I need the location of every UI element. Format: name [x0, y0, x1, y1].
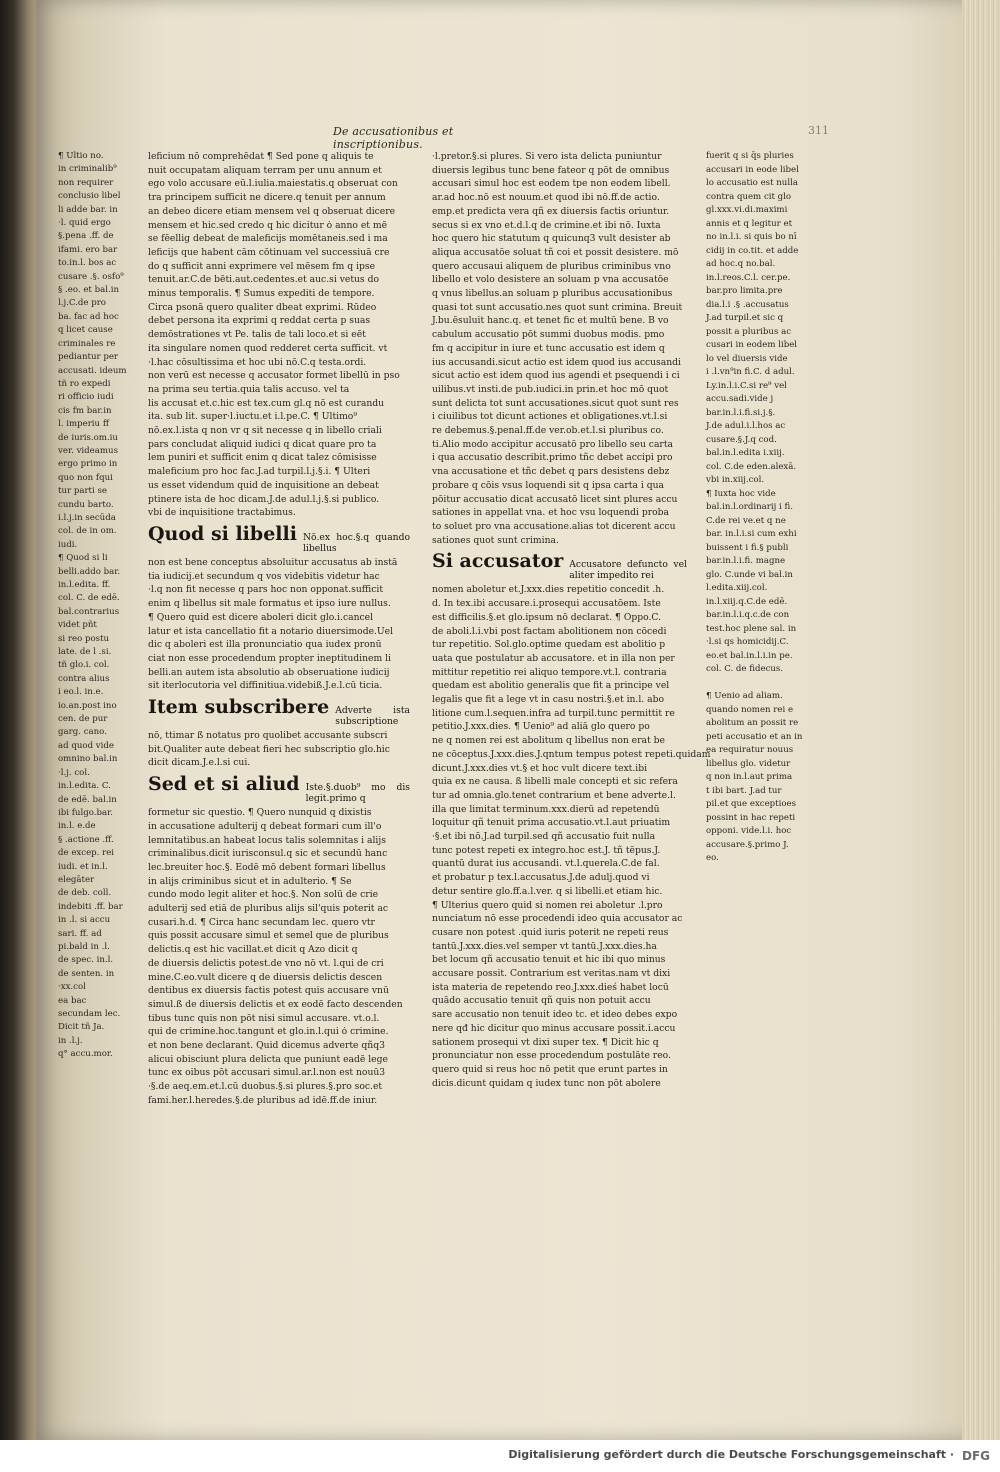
text-line: bar.in.l.i.fi.si.j.§. — [706, 407, 776, 418]
text-line: et non bene declarant. Quid dicemus adverte qñq3 — [148, 1040, 385, 1052]
text-line: in alijs criminibus sicut et in adulterio. ¶ Se — [148, 875, 352, 887]
text-line: sit iterlocutoria vel diffinitiua.videbiß.J.e.l.cū ticia. — [148, 680, 383, 692]
text-line: litione cum.l.sequen.infra ad turpil.tunc permittit re — [432, 707, 675, 719]
text-line: ne cōceptus.J.xxx.dies.J.qntum tempus potest repeti.quidam — [432, 748, 711, 760]
text-line: accusare possit. Contrarium est veritas.nam vt dixi — [432, 968, 671, 980]
text-line: ius accusandi.sicut actio est idem quod ius accusandi — [432, 356, 681, 368]
text-line: col. de in om. — [58, 526, 117, 537]
text-line: l.j.C.de pro — [58, 298, 106, 309]
text-line: bal.in.l.ordinarij i fi. — [706, 502, 793, 512]
text-line: pōitur accusatio dicat accusatō licet sint plures accu — [432, 493, 678, 505]
text-line: quādo accusatio tenuit qñ quis non potuit accu — [432, 995, 651, 1007]
text-line: minus temporalis. ¶ Sumus expediti de tempore. — [148, 288, 375, 300]
text-line: accusati. ideum — [58, 365, 127, 376]
text-line: accusari in eode libel — [706, 164, 799, 175]
text-line: de edē. bal.in — [58, 794, 117, 805]
text-line: J.ad turpil.et sic q — [706, 313, 784, 323]
text-line: J.bu.ēsuluit hanc.q. et tenet fic et multū bene. B vo — [432, 315, 669, 327]
text-line: d. In tex.ibi accusare.i.prosequi accusatōem. Iste — [432, 598, 661, 610]
text-line: quo non fqui — [58, 472, 113, 483]
text-line — [706, 677, 786, 691]
text-line: nuit occupatam aliquam terram per unu annum et — [148, 164, 382, 176]
text-line: omnino bal.in — [58, 754, 118, 765]
text-line: simul.ß de diuersis delictis et ex eodē facto descenden — [148, 998, 403, 1010]
running-head: De accusationibus et inscriptionibus. — [333, 125, 454, 151]
text-line: indebiti .ff. bar — [58, 901, 123, 912]
text-line: ita singulare nomen quod redderet certa sufficit. vt — [148, 342, 388, 354]
text-line: ·l.si qs homicidij.C. — [706, 637, 789, 647]
text-line: ¶ Ulterius quero quid si nomen rei aboletur .l.pro — [432, 899, 663, 911]
text-line: sationes in appellat vna. et hoc vsu loquendi proba — [432, 507, 670, 519]
text-line: dicit dicam.J.e.l.si cui. — [148, 757, 251, 769]
text-line: tibus tunc quis non pōt nisi simul accusare. vt.o.l. — [148, 1012, 380, 1024]
text-line: tra principem sufficit ne dicere.q tenuit per annum — [148, 192, 386, 204]
text-line: io.an.post ino — [58, 700, 117, 711]
rubric-continuation: Nō.ex hoc.§.q quando libellus — [302, 531, 410, 554]
rubric-continuation: Accusatore defuncto vel aliter impedito rei — [569, 559, 687, 582]
text-line: ·l.pretor.§.si plures. Si vero ista delicta puniuntur — [432, 151, 662, 162]
text-line: t ibi bart. J.ad tur — [706, 785, 782, 796]
text-line: tia iudicij.et secundum q vos videbitis videtur hac — [148, 570, 380, 582]
text-line: quia ex ne causa. ß libelli male concepti et sic refera — [432, 776, 678, 788]
text-block — [432, 150, 687, 547]
text-line: lec.breuiter hoc.§. Eodē mō debent formari libellus — [148, 861, 386, 873]
text-line: sicut actio est idem quod ius agendi et psequendi i ci — [432, 370, 680, 382]
text-line: mensem et hic.sed credo q hic dicitur ȯ anno et mē — [148, 219, 388, 231]
text-line: ne q nomen rei est abolitum q libellus non erat be — [432, 735, 665, 747]
text-line: nunciatum nō esse procedendi ideo quia accusator ac — [432, 913, 683, 925]
text-line: contra alius — [58, 673, 110, 684]
text-line: delictis.q est hic vacillat.et dicit q Azo dicit q — [148, 944, 358, 956]
text-line: iudi. et in.l. — [58, 861, 108, 872]
right-margin-gloss — [706, 150, 803, 980]
text-line: ti.Alio modo accipitur accusatō pro libello seu carta — [432, 438, 673, 450]
text-line: bar.in.l.i.fi. magne — [706, 556, 786, 566]
text-line: nō.ex.l.ista q non vr q sit necesse q in libello criali — [148, 425, 382, 437]
text-line: conclusio libel — [58, 191, 121, 202]
text-line: glo. C.unde vi bal.in — [706, 569, 793, 580]
text-line: alicui obisciunt plura delicta que puniunt eadē lege — [148, 1053, 388, 1065]
text-line: tunc potest repeti ex integro.hoc est.J. tñ tēpus.J. — [432, 844, 661, 856]
text-line: li adde bar. in — [58, 204, 118, 215]
text-line: late. de l .si. — [58, 647, 112, 658]
text-line: § .eo. et bal.in — [58, 285, 119, 296]
text-line: criminalibus.dicit iurisconsul.q sic et secundū hanc — [148, 848, 388, 860]
rubric-label: Quod si libelli — [148, 522, 297, 545]
text-line: ¶ Uenio ad aliam. — [706, 691, 783, 701]
text-line: adulterij sed etiā de pluribus alijs sil'quis poterit ac — [148, 903, 389, 915]
text-line: gl.xxx.vi.di.maximi — [706, 205, 788, 215]
text-line: uilibus.vt insti.de pub.iudici.in prin.et hoc mō quot — [432, 383, 669, 395]
text-line: lis accusat et.c.hic est tex.cum gl.q nō est curandu — [148, 397, 385, 409]
text-line: uata que postulatur ab accusatore. et in illa non per — [432, 652, 675, 664]
text-line: ·l. quid ergo — [58, 218, 111, 229]
text-line: cusare non potest .quid iuris poterit ne repeti reus — [432, 926, 669, 938]
text-line: col. C.de eden.alexā. — [706, 461, 797, 472]
text-line: ptinere ista de hoc dicam.J.de adul.l.j.§.si publico. — [148, 493, 380, 505]
text-line: test.hoc plene sal. in — [706, 623, 797, 634]
text-line: de excep. rei — [58, 848, 115, 859]
text-line: libellus glo. videtur — [706, 758, 791, 769]
text-line: ·l.hac cōsultissima et hoc ubi nō.C.q testa.ordi. — [148, 356, 367, 368]
rubric-label: Sed et si aliud — [148, 773, 300, 796]
text-line: de iuris.om.iu — [58, 432, 118, 443]
text-line: contra quem cit glo — [706, 191, 792, 202]
text-line: i eo.l. in.e. — [58, 687, 104, 698]
text-line: secus si ex vno et.d.l.q de crimine.et ibi nō. Iuxta — [432, 219, 661, 231]
text-line: quero accusaui aliquem de pluribus criminibus vno — [432, 260, 671, 272]
text-line: C.de rei ve.et q ne — [706, 515, 786, 526]
text-line: cen. de pur — [58, 714, 108, 725]
text-line: in.l.edita. ff. — [58, 580, 111, 590]
text-line: mine.C.eo.vult dicere q de diuersis delictis descen — [148, 971, 383, 983]
text-line: eo. — [706, 853, 719, 863]
dfg-logo-icon — [960, 1445, 992, 1465]
text-line: latur et ista cancellatio fit a notario diuersimode.Uel — [148, 625, 394, 637]
text-line: fami.her.l.heredes.§.de pluribus ad idē.ff.de iniur. — [148, 1094, 378, 1106]
text-line: in .l.j. — [58, 1035, 83, 1046]
text-line: J.de adul.i.l.hos ac — [706, 421, 786, 431]
book-spine — [0, 0, 40, 1440]
text-line: ego volo accusare eū.l.iulia.maiestatis.q obseruat con — [148, 178, 398, 190]
text-line: quasi tot sunt accusatio.nes quot sunt crimina. Breuit — [432, 301, 683, 313]
text-line: lo vel diuersis vide — [706, 353, 788, 364]
text-line: ·§.et ibi nō.J.ad turpil.sed qñ accusatio fuit nulla — [432, 831, 656, 843]
text-line: diuersis legibus tunc bene fateor q pōt de omnibus — [432, 164, 670, 176]
text-line: nomen aboletur et.J.xxx.dies repetitio concedit .h. — [432, 584, 665, 596]
text-line: hoc quero hic statutum q quicunq3 vult desister ab — [432, 233, 671, 245]
text-line: ¶ Iuxta hoc vide — [706, 488, 776, 499]
text-line: ifami. ero bar — [58, 244, 118, 255]
text-line: ciat non esse procedendum propter ineptitudinem li — [148, 652, 391, 664]
text-line: emp.et predicta vera qñ ex diuersis factis oriuntur. — [432, 205, 670, 217]
text-line: secundam lec. — [58, 1009, 121, 1019]
text-line: non est bene conceptus absoluitur accusatus ab instā — [148, 556, 398, 568]
text-line: cis fm bar.in — [58, 405, 112, 416]
text-line: vbi in.xiij.col. — [706, 475, 765, 485]
text-line: vna accusatione et tñc debet q pars desistens debz — [432, 466, 670, 478]
text-line: in.l.edita. C. — [58, 781, 111, 792]
text-line: do q sufficit anni exprimere vel mēsem fm q ipse — [148, 260, 376, 272]
text-line: illa que limitat terminum.xxx.dierū ad repetendū — [432, 803, 660, 815]
text-line: re debemus.§.penal.ff.de ver.ob.et.l.si pluribus co. — [432, 425, 664, 437]
text-line: ergo primo in — [58, 459, 118, 470]
page-fore-edge — [962, 0, 1000, 1440]
text-line: debet persona ita exprimi q reddat certa p suas — [148, 315, 371, 327]
text-line: petitio.J.xxx.dies. ¶ Uenio⁹ ad aliā glo quero po — [432, 721, 650, 733]
text-line: garg. cano. — [58, 727, 107, 738]
text-line: bar.in.l.i.q.c.de con — [706, 610, 790, 620]
text-line: q non in.l.aut prima — [706, 772, 793, 782]
text-line: fm q accipitur in iure et tunc accusatio est idem q — [432, 342, 665, 354]
text-line: maleficium pro hoc fac.J.ad turpil.l.j.§.i. ¶ Ulteri — [148, 466, 371, 478]
text-line: sare accusatio non tenuit ideo tc. et ideo debes expo — [432, 1009, 678, 1021]
text-line: ·l.q non fit necesse q pars hoc non opponat.sufficit — [148, 584, 384, 596]
rubric-label: Item subscribere — [148, 696, 330, 719]
text-line: de diuersis delictis potest.de vno nō vt. l.qui de cri — [148, 957, 384, 969]
text-line: i.l.j.in secūda — [58, 512, 116, 523]
rubric-heading — [148, 523, 410, 554]
text-line: belli.addo bar. — [58, 566, 121, 577]
text-block — [432, 583, 711, 1090]
text-line: sationem prosequi vt dixi super tex. ¶ Dicit hic q — [432, 1036, 659, 1048]
text-line: pars concludat aliquid iudici q dicat quare pro ta — [148, 438, 377, 450]
text-line: bar. in.l.i.si cum exhi — [706, 529, 797, 539]
text-line: ·l.j. col. — [58, 767, 90, 778]
text-line: iudi. — [58, 539, 78, 550]
text-line: no in.l.i. si quis bo nī — [706, 232, 797, 242]
folio-number: 311 — [808, 124, 829, 137]
text-line: in.l.reos.C.l. cer.pe. — [706, 272, 791, 283]
text-line: de senten. in — [58, 968, 115, 979]
text-line: cusari in eodem libel — [706, 340, 798, 350]
text-line: de aboli.l.i.vbi post factam abolitionem non cōcedi — [432, 625, 667, 637]
text-line: quero quid si reus hoc nō petit que erunt partes in — [432, 1064, 668, 1075]
text-line: bar.pro limita.pre — [706, 286, 783, 296]
text-line: demōstrationes vt Pe. talis de tali loco.et si eēt — [148, 329, 366, 341]
text-line: ·xx.col — [58, 982, 86, 993]
text-line: non verū est necesse q accusator formet libellū in pso — [148, 370, 400, 382]
rubric-heading — [432, 550, 687, 581]
text-line: ea bac — [58, 995, 87, 1006]
text-line: pi.bald in .l. — [58, 941, 110, 952]
rubric-continuation: Adverte ista subscriptione — [335, 705, 410, 728]
text-block — [148, 556, 410, 693]
main-column-left — [148, 150, 410, 1190]
text-line: elegāter — [58, 874, 95, 885]
text-line: an debeo dicere etiam mensem vel q obseruat dicere — [148, 205, 396, 217]
text-line: ea requiratur nouus — [706, 745, 794, 755]
text-line: ri officio iudi — [58, 392, 114, 403]
text-line: accu.sadi.vide j — [706, 394, 774, 404]
text-line: nere qđ hic dicitur quo minus accusare possit.i.accu — [432, 1022, 676, 1034]
text-line: de deb. coll. — [58, 888, 112, 899]
text-line: quedam est abolitio generalis que fit a principe vel — [432, 680, 670, 692]
text-line: ad quod vide — [58, 740, 114, 751]
text-line: libello et volo desistere an soluam p vna accusatōe — [432, 274, 669, 286]
text-line: tur parti se — [58, 486, 107, 497]
text-line: loquitur qñ tenuit prima accusatio.vt.l.aut priuatim — [432, 817, 671, 829]
text-line: col. C. de fidecus. — [706, 664, 784, 674]
text-line: quis possit accusare simul et semel que de pluribus — [148, 930, 389, 942]
text-line: dia.l.i .§ .accusatus — [706, 299, 789, 310]
text-line: mittitur repetitio rei aliquo tempore.vt.l. contraria — [432, 666, 667, 678]
text-line: nō, ttimar ß notatus pro quolibet accusante subscri — [148, 730, 388, 742]
text-line: tñ ro expedi — [58, 378, 111, 389]
text-line: leficium nō comprehēdat ¶ Sed pone q aliquis te — [148, 151, 374, 162]
text-line: tur repetitio. Sol.glo.optime quedam est abolitio p — [432, 639, 666, 651]
text-line: probare q cōis vsus loquendi sit q ipsa carta i qua — [432, 479, 665, 491]
text-line: possit a pluribus ac — [706, 326, 792, 337]
text-line: Dicit tñ Ja. — [58, 1022, 105, 1033]
text-block — [148, 150, 410, 520]
text-line: l.edita.xiij.col. — [706, 583, 768, 593]
text-line: § .actione .ff. — [58, 834, 114, 845]
text-line: bal.contrarius — [58, 606, 120, 617]
text-line: in.l.xiij.q.C.de edē. — [706, 596, 788, 607]
text-line: quantū durat ius accusandi. vt.l.querela.C.de fal. — [432, 858, 660, 870]
text-line: eo.et bal.in.l.i.in pe. — [706, 650, 793, 661]
text-line: lemnitatibus.an habeat locus talis solemnitas i alijs — [148, 834, 386, 846]
text-line: ¶ Quod si li — [58, 553, 108, 564]
text-line: cusare .§. osfo⁹ — [58, 271, 124, 282]
rubric-label: Si accusator — [432, 550, 564, 573]
text-line: annis et q legitur et — [706, 218, 793, 229]
text-line: ¶ Ultio no. — [58, 151, 104, 161]
text-line: tenuit.ar.C.de bēti.aut.cedentes.et auc.si vetus do — [148, 274, 379, 286]
text-line: Ly.in.l.i.C.si re⁹ vel — [706, 380, 787, 391]
text-line: cidij in co.tit. et adde — [706, 245, 799, 256]
text-line: Circa psonā quero qualiter dbeat exprimi. Rūdeo — [148, 301, 377, 313]
text-line: tunc ex oibus pōt accusari simul.ar.l.non est nouū3 — [148, 1067, 386, 1079]
text-line: enim q libellus sit male formatus et ipso iure nullus. — [148, 598, 391, 610]
text-line: tur ad omnia.glo.tenet contrarium et bene adverte.l. — [432, 789, 676, 801]
text-line: dentibus ex diuersis factis potest quis accusare vnū — [148, 985, 389, 997]
text-line: pediantur per — [58, 352, 119, 363]
text-line: fuerit q si q̄s pluries — [706, 151, 794, 161]
text-line: col. C. de edē. — [58, 593, 120, 604]
text-block — [148, 729, 410, 770]
text-line: bal.in.l.edita i.xiij. — [706, 448, 785, 458]
text-line: to.in.l. bos ac — [58, 258, 117, 269]
text-line: aliqua accusatōe soluat tñ coi et possit desistere. mō — [432, 246, 679, 258]
text-line: videt pñt — [58, 620, 97, 631]
text-line: quando nomen rei e — [706, 704, 794, 715]
text-line: dicis.dicunt quidam q iudex tunc non pōt abolere — [432, 1077, 661, 1089]
text-line: accusare.§.primo J. — [706, 839, 789, 850]
text-line: ar.ad hoc.nō est nouum.et quod ibi nō.ff.de actio. — [432, 192, 660, 204]
text-line: abolitum an possit re — [706, 718, 799, 728]
text-line: §.pena .ff. de — [58, 231, 114, 242]
text-line: ver. videamus — [58, 445, 118, 456]
text-line: in.l. e.de — [58, 821, 96, 832]
text-line: ad hoc.q no.bal. — [706, 259, 776, 269]
text-line: peti accusatio et an in — [706, 731, 803, 742]
text-line: lem puniri et sufficit enim q dicat talez cōmisisse — [148, 452, 377, 464]
main-column-right — [432, 150, 711, 1190]
text-line: ibi fulgo.bar. — [58, 807, 113, 818]
text-line: l. imperiu ff — [58, 419, 109, 430]
text-line: ·§.de aeq.em.et.l.cū duobus.§.si plures.§.pro soc.et — [148, 1081, 383, 1093]
text-line: si reo postu — [58, 633, 110, 644]
text-line: leficijs que habent cām cōtinuam vel successiuā cre — [148, 246, 390, 258]
text-line: in .l. si accu — [58, 915, 111, 926]
text-line: na prima seu tertia.quia talis accuso. vel ta — [148, 383, 350, 395]
text-line: buissent i fi.§ publi — [706, 542, 789, 553]
text-line: in criminalib⁹ — [58, 164, 117, 175]
text-block — [148, 806, 410, 1107]
rubric-heading — [148, 773, 410, 804]
text-line: vbi de inquisitione tractabimus. — [148, 507, 296, 519]
text-line: sationes quot sunt crimina. — [432, 534, 559, 546]
text-line: i ciuilibus tot dicunt actiones et obligationes.vt.l.si — [432, 411, 668, 423]
text-line: sari. ff. ad — [58, 928, 102, 939]
text-line: ista materia de repetendo reo.J.xxx.dieś habet locū — [432, 981, 669, 993]
text-line: est difficilis.§.et glo.ipsum nō declarat. ¶ Oppo.C. — [432, 611, 662, 623]
text-line: dic q aboleri est illa pronunciatio qua iudex pronū — [148, 639, 382, 651]
text-line: cundu barto. — [58, 499, 114, 510]
text-line: q vnus libellus.an soluam p pluribus accusationibus — [432, 288, 673, 300]
text-line: lo accusatio est nulla — [706, 178, 798, 188]
text-line: accusari simul hoc est eodem tpe non eodem libell. — [432, 178, 671, 190]
text-line: dicunt.J.xxx.dies vt.§ et hoc vult dicere text.ibi — [432, 762, 648, 774]
text-line: tñ glo.i. col. — [58, 660, 110, 671]
text-line: in accusatione adulterij q debeat formari cum ill'o — [148, 820, 382, 832]
text-line: possint in hac repeti — [706, 812, 796, 823]
text-line: bet locum qñ accusatio tenuit et hic ibi quo minus — [432, 954, 666, 966]
text-line: cusari.h.d. ¶ Circa hanc secundam lec. quero vtr — [148, 916, 375, 928]
text-line: opponi. vide.l.i. hoc — [706, 826, 792, 836]
dfg-logo-text: DFG — [961, 1449, 991, 1463]
text-line: ba. fac ad hoc — [58, 311, 119, 322]
text-line: ¶ Quero quid est dicere aboleri dicit glo.i.cancel — [148, 611, 374, 623]
text-line: qui de crimine.hoc.tangunt et glo.in.l.qui ȯ crimine. — [148, 1026, 389, 1038]
text-line: non requirer — [58, 177, 114, 188]
text-line: et probatur p tex.l.accusatus.J.de adulj.quod vi — [432, 872, 650, 884]
text-line: de spec. in.l. — [58, 955, 114, 966]
text-line: criminales re — [58, 338, 116, 349]
text-line: sunt delicta tot sunt accusationes.sicut quot sunt res — [432, 397, 679, 409]
rubric-heading — [148, 696, 410, 727]
text-line: to soluet pro vna accusatione.alias tot dicerent accu — [432, 520, 676, 532]
text-line: pil.et que exceptioes — [706, 799, 797, 809]
text-line: q licet cause — [58, 325, 113, 336]
text-line: q° accu.mor. — [58, 1049, 113, 1060]
rubric-continuation: Iste.§.duob⁹ mo dis legit.primo q — [305, 782, 410, 805]
text-line: ita. sub lit. super·l.iuctu.et i.l.pe.C. ¶ Ultimo⁹ — [148, 411, 357, 423]
text-line: tantū.J.xxx.dies.vel semper vt tantū.J.xxx.dies.ha — [432, 940, 657, 952]
text-line: formetur sic questio. ¶ Quero nunquid q dixistis — [148, 807, 372, 819]
text-line: pronunciatur non esse procedendum postulāte reo. — [432, 1050, 671, 1062]
text-line: detur sentire glo.ff.a.l.ver. q si libelli.et etiam hic. — [432, 885, 663, 897]
text-line: legalis que fit a lege vt in casu nostri.§.et in.l. abo — [432, 694, 665, 706]
text-line: i .l.vn⁹in fi.C. d adul. — [706, 367, 795, 377]
text-line: belli.an autem ista absolutio ab obseruatione iudicij — [148, 666, 390, 678]
text-line: se fēellig debeat de maleficijs momētaneis.sed i ma — [148, 233, 388, 245]
text-line: cabulum accusatio pōt summi duobus modis. pmo — [432, 329, 665, 341]
text-line: bit.Qualiter aute debeat fieri hec subscriptio glo.hic — [148, 743, 390, 755]
text-line: i qua accusatio describit.primo tñc debet accipi pro — [432, 452, 673, 464]
text-line: cundo modo legit aliter et hoc.§. Non solū de crie — [148, 889, 379, 901]
funding-note: Digitalisierung gefördert durch die Deutsche Forschungsgemeinschaft · — [508, 1448, 954, 1461]
text-line: us esset videndum quid de inquisitione an debeat — [148, 479, 379, 491]
left-margin-gloss — [58, 150, 127, 1185]
text-line: cusare.§.J.q cod. — [706, 434, 777, 445]
